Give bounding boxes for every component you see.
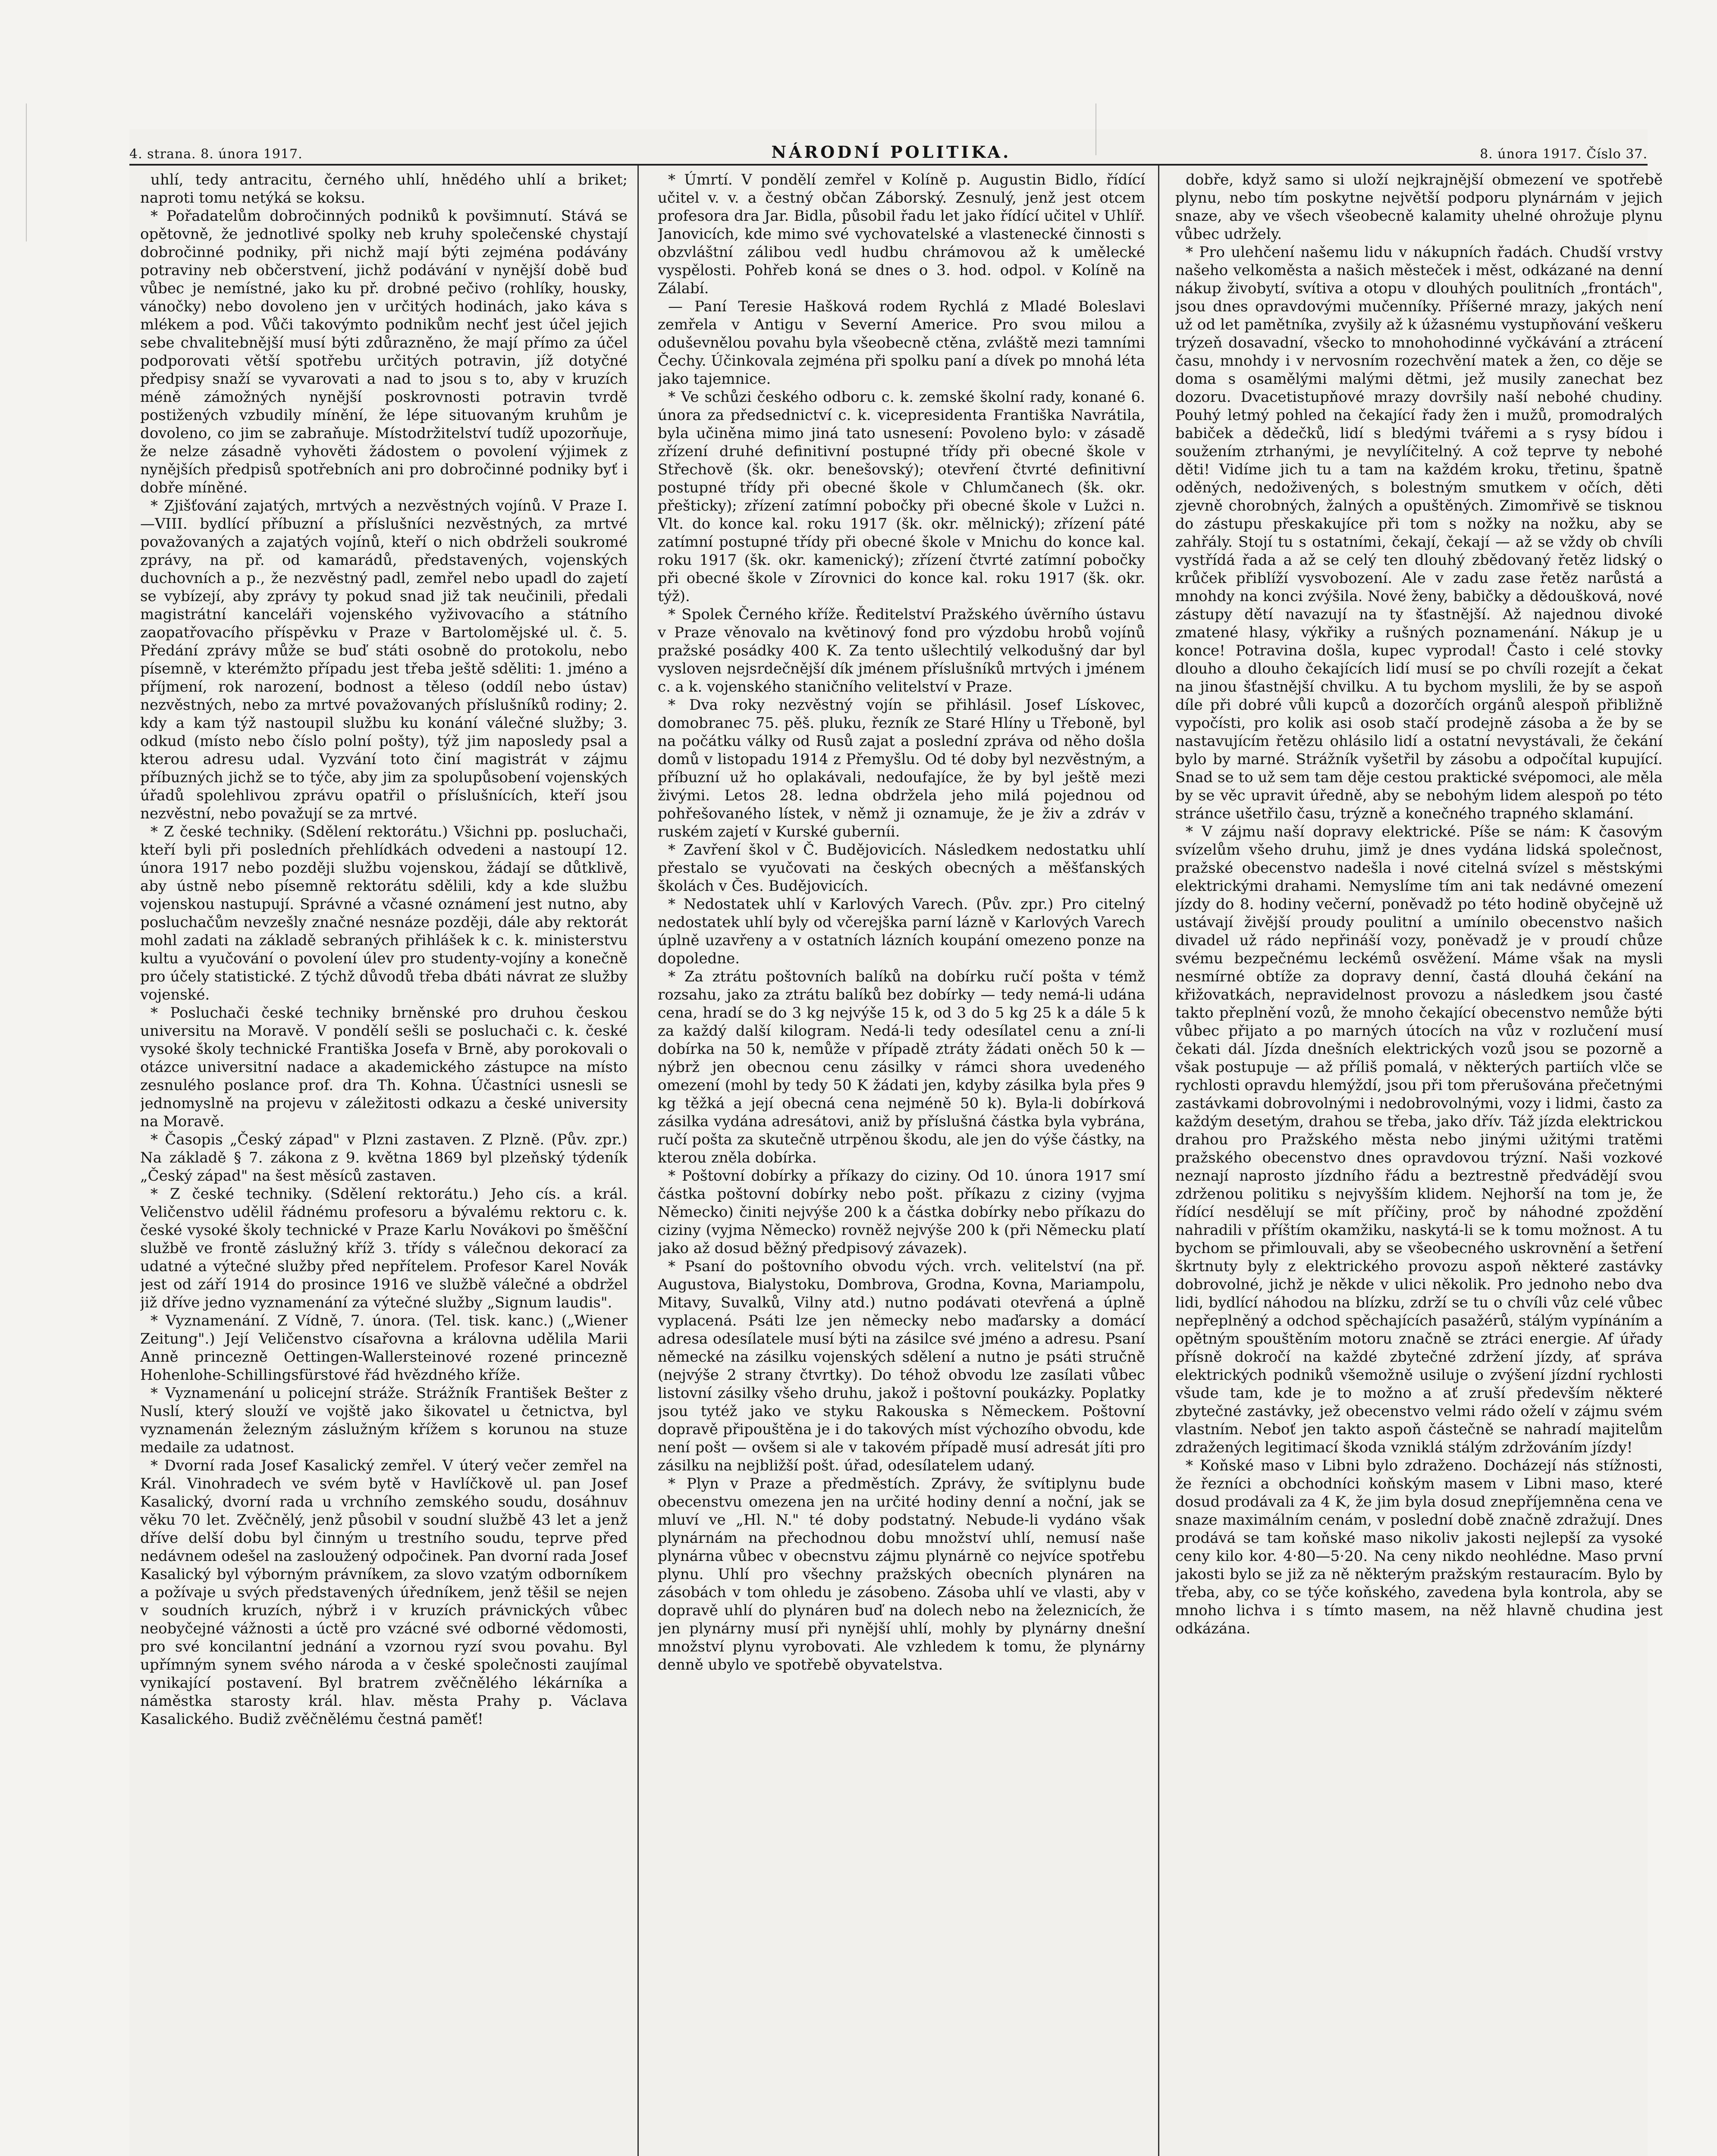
article-paragraph: * Pořadatelům dobročinných podniků k povšimnutí. Stává se opětovně, že jednotlivé spolky neb kruhy společenské chystají dobročinné podniky, při nichž mají býti zejména podávány potraviny neb občerstvení, jichž podávání v nynější době buď vůbec je nemístné, jako ku př. drobné pečivo (rohlíky, housky, vánočky) nebo dovoleno jen v určitých hodinách, jako káva s mlékem a pod. Vůči takovýmto podnikům nechť jest účel jejich sebe chvalitebnější musí býti zdůrazněno, že mají přímo za účel podporovati větší spotřebu určitých potravin, jíž dotyčné předpisy snaží se vyvarovati a nad to jsou s to, aby v kruzích méně zámožných nynější poskrovnosti potravin tvrdě postižených vzbudily mínění, že lépe situovaným kruhům je dovoleno, co jim se zabraňuje. Místodržitelství tudíž upozorňuje, že nelze zásadně vyhověti žádostem o povolení výjimek z nynějších předpisů spotřebních ani pro dobročinné podniky byť i dobře míněné. (140, 207, 628, 496)
article-paragraph: * Dva roky nezvěstný vojín se přihlásil. Josef Lískovec, domobranec 75. pěš. pluku, řezník ze Staré Hlíny u Třeboně, byl na počátku války od Rusů zajat a poslední zpráva od něho došla domů v listopadu 1914 z Přemyšlu. Od té doby byl nezvěstným, a příbuzní už ho oplakávali, nedoufajíce, že by byl ještě mezi živými. Letos 28. ledna obdržela jeho milá pojednou od pohřešovaného lístek, v němž ji oznamuje, že je živ a zdráv v ruském zajetí v Kurské guberníi. (658, 696, 1145, 840)
article-paragraph: * Z české techniky. (Sdělení rektorátu.) Jeho cís. a král. Veličenstvo udělil řádnému profesoru a bývalému rektoru c. k. české vysoké školy technické v Praze Karlu Novákovi po šměšční službě ve frontě záslužný kříž 3. třídy s válečnou dekorací za udatné a výtečné služby před nepřítelem. Profesor Karel Novák jest od září 1914 do prosince 1916 ve službě válečné a obdržel již dříve jedno vyznamenání za výtečné služby „Signum laudis". (140, 1185, 628, 1311)
article-paragraph: * Zavření škol v Č. Budějovicích. Následkem nedostatku uhlí přestalo se vyučovati na českých obecných a měšťanských školách v Čes. Budějovicích. (658, 841, 1145, 895)
header-left: 4. strana. 8. února 1917. (129, 147, 303, 162)
scan-edge-mark (26, 103, 27, 241)
masthead-title: NÁRODNÍ POLITIKA. (771, 142, 1011, 162)
article-paragraph: — Paní Teresie Hašková rodem Rychlá z Mladé Boleslavi zemřela v Antigu v Severní Americe. Pro svou milou a oduševnělou povahu byla všeobecně ctěna, zvláště mezi tamními Čechy. Účinkovala zejména při spolku paní a dívek po mnohá léta jako tajemnice. (658, 298, 1145, 388)
article-paragraph: * Vyznamenání u policejní stráže. Strážník František Bešter z Nuslí, který slouží ve vojště jako šikovatel u četnictva, byl vyznamenán železným záslužným křížem s korunou na stuze medaile za udatnost. (140, 1385, 628, 1456)
article-paragraph: dobře, když samo si uloží nejkrajnější obmezení ve spotřebě plynu, nebo tím poskytne největší podporu plynárnám v jejich snaze, aby ve všech všeobecně kalamity uhelné ohrožuje plynu vůbec udržely. (1175, 171, 1663, 243)
text-column-2 (658, 171, 1145, 2156)
article-paragraph: * Spolek Černého kříže. Ředitelství Pražského úvěrního ústavu v Praze věnovalo na květinový fond pro výzdobu hrobů vojínů pražské posádky 400 K. Za tento ušlechtilý velkodušný dar byl vysloven nejsrdečnější dík jménem příslušníků mrtvých i jménem c. a k. vojenského staničního velitelství v Praze. (658, 606, 1145, 696)
header-rule (129, 164, 1648, 166)
article-paragraph: * Ve schůzi českého odboru c. k. zemské školní rady, konané 6. února za předsednictví c. k. vicepresidenta Františka Navrátila, byla učiněna mimo jiná tato usnesení: Povoleno bylo: v zásadě zřízení druhé definitivní postupné třídy při obecné škole v Střechově (šk. okr. benešovský); otevření čtvrté definitivní postupné třídy při obecné škole v Chlumčanech (šk. okr. přešticky); zřízení zatímní pobočky při obecné škole v Lužci n. Vlt. do konce kal. roku 1917 (šk. okr. mělnický); zřízení páté zatímní postupné třídy při obecné škole v Mnichu do konce kal. roku 1917 (šk. okr. kamenický); zřízení čtvrté zatímní pobočky při obecné škole v Zírovnici do konce kal. roku 1917 (šk. okr. týž). (658, 389, 1145, 605)
article-paragraph: * Dvorní rada Josef Kasalický zemřel. V úterý večer zemřel na Král. Vinohradech ve svém bytě v Havlíčkově ul. pan Josef Kasalický, dvorní rada u vrchního zemského soudu, dosáhnuv věku 70 let. Zvěčnělý, jenž působil v soudní službě 43 let a jenž dříve delší dobu byl činným u trestního soudu, teprve před nedávnem odešel na zasloužený odpočinek. Pan dvorní rada Josef Kasalický byl výborným právníkem, za slovo vzatým odborníkem a požívaje u svých představených úředníkem, jenž těšil se nejen v soudních kruzích, nýbrž i v kruzích právnických vůbec neobyčejné vážnosti a úctě pro vzácné své odborné vědomosti, pro své koncilantní jednání a vzornou ryzí svou povahu. Byl upřímným synem svého národa a v české společnosti zaujímal vynikající postavení. Byl bratrem zvěčnělého lékárníka a náměstka starosty král. hlav. města Prahy p. Václava Kasalického. Budiž zvěčnělému čestná paměť! (140, 1457, 628, 1728)
article-paragraph: * Poštovní dobírky a příkazy do ciziny. Od 10. února 1917 smí částka poštovní dobírky nebo pošt. příkazu z ciziny (vyjma Německo) činiti nejvýše 200 k a částka dobírky nebo příkazu do ciziny (vyjma Německo) rovněž nejvýše 200 k (při Německu platí jako až dosud běžný předpisový závazek). (658, 1167, 1145, 1257)
article-paragraph: * V zájmu naší dopravy elektrické. Píše se nám: K časovým svízelům všeho druhu, jimž je dnes vydána lidská společnost, pražské obecenstvo nadešla i nové citelná svízel s městskými elektrickými drahami. Nemyslíme tím ani tak nedávné omezení jízdy do 8. hodiny večerní, poněvadž po této hodině obyčejně už ustávají živější proudy poulitní a umínilo obecenstvo našich divadel už rádo nepřináší vozy, poněvadž je v proudí chůze svému bezpečnému leckémů osvěžení. Máme však na mysli nesmírné obtíže za dopravy denní, častá dlouhá čekání na křižovatkách, nepravidelnost provozu a následkem jsou časté takto přeplnění vozů, že mnoho čekající obecenstvo nemůže býti vůbec přijato a po marných útocích na vůz v rozlučení musí čekati dál. Jízda dnešních elektrických vozů jsou se pozorně a však postupuje — až příliš pomalá, v některých partiích vlče se rychlosti opravdu hlemýždí, jsou při tom přerušována přečetnými zastávkami dobrovolnými i nedobrovolnými, vozy i lidmi, často za každým desetým, drahou se třeba, jako dřív. Táž jízda elektrickou drahou pro Pražského města nebo jinými užitými tratěmi pražského obecenstvo dnes opravdovou trýzní. Naši vozkové neznají naprosto jízdního řádu a beztrestně předvádějí svou zdrženou politiku s nejvyšším klidem. Nejhorší na tom je, že řídící nesdělují se mít příčiny, proč by náhodné zpoždění nahradili v příštím okamžiku, naskytá-li se k tomu možnost. A tu bychom se přimlouvali, aby se všeobecného uskrovnění a šetření škrtnuty byly z elektrického provozu aspoň některé zastávky dobrovolné, jichž je někde v ulici několik. Pro jednoho nebo dva lidi, bydlící náhodou na blízku, zdrží se tu o chvíli vůz celé vůbec nepřeplněný a odchod spěchajících pasažérů, stálým vypínáním a opětným spouštěním motoru značně se ztráci energie. Af úřady přísně dokročí na každé zbytečné zdržení jízdy, ať správa elektrických podniků všemožně usiluje o zvýšení jízdní rychlosti všude tam, kde je to možno a ať zruší především některé zbytečné zastávky, jež obecenstvo velmi rádo oželí v zájmu svém vlastním. Neboť jen takto aspoň částečně se nahradí majitelům zdražených legitimací škoda vzniklá stálým zdržováním jízdy! (1175, 823, 1663, 1456)
text-column-3 (1175, 171, 1663, 2156)
article-paragraph: * Nedostatek uhlí v Karlových Varech. (Pův. zpr.) Pro citelný nedostatek uhlí byly od včerejška parní lázně v Karlových Varech úplně uzavřeny a v ostatních lázních koupání omezeno ponze na dopoledne. (658, 896, 1145, 967)
column-divider-2 (1158, 166, 1159, 2156)
article-paragraph: * Zjišťování zajatých, mrtvých a nezvěstných vojínů. V Praze I.—VIII. bydlící příbuzní a příslušníci nezvěstných, za mrtvé považovaných a zajatých vojínů, kteří o nich obdrželi soukromé zprávy, na př. od kamarádů, představených, vojenských duchovních a p., že nezvěstný padl, zemřel nebo upadl do zajetí se vybízejí, aby zprávy ty pokud snad již tak neučinili, předali magistrátní kanceláři vojenského vyživovacího a státního zaopatřovacího příspěvku v Praze v Bartolomějské ul. č. 5. Předání zprávy může se buď státi osobně do protokolu, nebo písemně, v kterémžto případu jest třeba ještě sděliti: 1. jméno a příjmení, rok narození, bodnost a těleso (oddíl nebo ústav) nezvěstných, nebo za mrtvé považovaných příslušníků rodiny; 2. kdy a kam týž nastoupil službu ku konání válečné služby; 3. odkud (místo nebo číslo polní pošty), týž jim naposledy psal a kterou adresu udal. Vyzvání toto činí magistrát v zájmu příbuzných jichž se to týče, aby jim za spolupůsobení vojenských úřadů spolehlivou zprávu opatřil o příslušnících, kteří jsou nezvěstní, nebo považují se za mrtvé. (140, 497, 628, 822)
article-paragraph: * Psaní do poštovního obvodu vých. vrch. velitelství (na př. Augustova, Bialystoku, Dombrova, Grodna, Kovna, Mariampolu, Mitavy, Suvalků, Vilny atd.) nutno podávati otevřená a úplně vyplacená. Psáti lze jen německy nebo maďarsky a domácí adresa odesílatele musí býti na zásilce své jméno a adresu. Psaní německé na zásilku vojenských sdělení a nutno je psáti stručně (nejvýše 2 strany čtvrtky). Do téhož obvodu lze zasílati vůbec listovní zásilky všeho druhu, jakož i poštovní poukázky. Poplatky jsou tytéž jako ve styku Rakouska s Německem. Poštovní dopravě připouštěna je i do takových míst výchozího obvodu, kde není pošt — ovšem si ale v takovém případě musí adresát jíti pro zásilku na nejbližší pošt. úřad, odesílatelem udaný. (658, 1258, 1145, 1474)
article-paragraph: * Za ztrátu poštovních balíků na dobírku ručí pošta v témž rozsahu, jako za ztrátu balíků bez dobírky — tedy nemá-li udána cena, hradí se do 3 kg nejvýše 15 k, od 3 do 5 kg 25 k a dále 5 k za každý další kilogram. Nedá-li tedy odesílatel cenu a zní-li dobírka na 50 k, nemůže v případě ztráty žádati oněch 50 k — nýbrž jen obecnou cenu zásilky v rámci shora uvedeného omezení (mohl by tedy 50 K žádati jen, kdyby zásilka byla přes 9 kg těžká a její obecná cena nejméně 50 k). Byla-li dobírková zásilka vydána adresátovi, aniž by příslušná částka byla vybrána, ručí pošta za skutečně utrpěnou škodu, ale jen do výše částky, na kterou zněla dobírka. (658, 968, 1145, 1166)
header-right: 8. února 1917. Číslo 37. (1480, 147, 1648, 162)
text-column-1 (140, 171, 628, 2156)
column-divider-1 (637, 166, 639, 2156)
article-paragraph: * Posluchači české techniky brněnské pro druhou českou universitu na Moravě. V pondělí sešli se posluchači c. k. české vysoké školy technické Františka Josefa v Brně, aby porokovali o otázce universitní nadace a akademického zástupce na místo zesnulého poslance prof. dra Th. Kohna. Účastníci usnesli se jednomyslně na projevu v záležitosti odkazu a české university na Moravě. (140, 1004, 628, 1130)
article-paragraph: * Úmrtí. V pondělí zemřel v Kolíně p. Augustin Bidlo, řídící učitel v. v. a čestný občan Záborský. Zesnulý, jenž jest otcem profesora dra Jar. Bidla, působil řadu let jako řídící učitel v Uhlíř. Janovicích, kde mimo své vychovatelské a vlastenecké činnosti s obzvláštní zálibou vedl hudbu chrámovou až k umělecké vyspělosti. Pohřeb koná se dnes o 3. hod. odpol. v Kolíně na Zálabí. (658, 171, 1145, 297)
article-paragraph: * Časopis „Český západ" v Plzni zastaven. Z Plzně. (Pův. zpr.) Na základě § 7. zákona z 9. května 1869 byl plzeňský týdeník „Český západ" na šest měsíců zastaven. (140, 1131, 628, 1185)
article-paragraph: * Plyn v Praze a předměstích. Zprávy, že svítiplynu bude obecenstvu omezena jen na určité hodiny denní a noční, jak se mluví ve „Hl. N." té doby podstatný. Nebude-li vydáno však plynárnám na přechodnou dobu množství uhlí, nemusí naše plynárna vůbec v obecnstvu zájmu plynárně co nejvíce spotřebu plynu. Uhlí pro všechny pražských obecních plynáren na zásobách v tom ohledu je zásobeno. Zásoba uhlí ve vlasti, aby v dopravě uhlí do plynáren buď na dolech nebo na železnicích, že jen plynárny musí při nynější uhlí, mohly by plynárny dnešní množství plynu vyrobovati. Ale vzhledem k tomu, že plynárny denně ubylo ve spotřebě obyvatelstva. (658, 1475, 1145, 1673)
page-header (129, 132, 1648, 162)
article-paragraph: uhlí, tedy antracitu, černého uhlí, hnědého uhlí a briket; naproti tomu netýká se koksu. (140, 171, 628, 207)
article-paragraph: * Vyznamenání. Z Vídně, 7. února. (Tel. tisk. kanc.) („Wiener Zeitung".) Její Veličenstvo císařovna a královna udělila Marii Anně princezně Oettingen-Wallersteinové rozené princezně Hohenlohe-Schillingsfürstové řád hvězdného kříže. (140, 1312, 628, 1384)
article-paragraph: * Koňské maso v Libni bylo zdraženo. Docházejí nás stížnosti, že řezníci a obchodníci koňským masem v Libni maso, které dosud prodávali za 4 K, že jim byla dosud znepříjemněna cena ve snaze maximálním cenám, v poslední době značně zdražují. Dnes prodává se tam koňské maso nikoliv jakosti nejlepší za vysoké ceny kilo kor. 4·80—5·20. Na ceny nikdo neohlédne. Maso první jakosti bylo se již za ně některým pražským restauracím. Bylo by třeba, aby, co se týče koňského, zavedena byla kontrola, aby se mnoho lichva i s tímto masem, na něž hlavně chudina jest odkázána. (1175, 1457, 1663, 1637)
article-paragraph: * Pro ulehčení našemu lidu v nákupních řadách. Chudší vrstvy našeho velkoměsta a našich městeček i měst, odkázané na denní nákup živobytí, svítiva a otopu v dlouhých poulitních „frontách", jsou dnes opravdovými mučenníky. Příšerné mrazy, jakých není už od let pamětníka, zvyšily až k úžasnému vystupňování veškeru trýzeň dosavadní, všecko to mnohohodinné vyčkávání a ztrácení času, mnohdy i v nervosním rozechvění matek a žen, co děje se doma s osamělými malými dětmi, jež musily zanechat bez dozoru. Dvacetistupňové mrazy dovršily naší nebohé chudiny. Pouhý letmý pohled na čekající řady žen i mužů, promodralých babiček a dědečků, lidí s bledými tvářemi a s rysy bídou i soužením ztrhanými, je nevylíčitelný. A což teprve ty nebohé děti! Vidíme jich tu a tam na každém kroku, třetinu, špatně oděných, nedoživených, s bolestným smutkem v očích, děti zjevně chorobných, žalných a opuštěných. Zimomřivě se tisknou do zástupu přeskakujíce při tom s nožky na nožku, aby se zahřály. Stojí tu s ostatními, čekají, čekají — až se vždy ob chvíli vystřídá řada a až se celý ten dlouhý zbědovaný řetěz lidský o krůček přiblíží vysvobození. Ale v zadu zase řetěz narůstá a mnohdy na konci zvýšila. Nové ženy, babičky a dědoušková, nové zástupy dětí navazují na ty šťastnější. Až najednou divoké zmatené hlasy, výkřiky a rušných poznamenání. Nákup je u konce! Potravina došla, kupec vyprodal! Často i celé stovky dlouho a dlouho čekajících lidí musí se po chvíli rozejít a čekat na jinou šťastnější chvilku. A tu bychom myslili, že by se aspoň díle při dobré vůli kupců a dozorčích orgánů alespoň přibližně vypočísti, pro kolik asi osob stačí prodejně zásoba a že by se nastavujícím řetězu ohlásilo lidí a ostatní nevystávali, že čekání bylo by marné. Strážník vyšetřil by zásobu a odpočítal kupující. Snad se to už sem tam děje cestou praktické svépomoci, ale měla by se věc upravit úředně, aby se nebohým lidem alespoň po této stránce ušetřilo času, trýzně a konečného trapného sklamání. (1175, 244, 1663, 822)
scan-edge-mark (1095, 103, 1096, 155)
article-paragraph: * Z české techniky. (Sdělení rektorátu.) Všichni pp. posluchači, kteří byli při posledních přehlídkách odvedeni a nastoupí 12. února 1917 nebo později službu vojenskou, žádají se důtklivě, aby ústně nebo písemně rektorátu sdělili, kdy a kde službu vojenskou nastupují. Správné a včasné oznámení jest nutno, aby posluchačům nevzešly značné nesnáze později, dále aby rektorát mohl zadati na základě sebraných přihlášek k c. k. ministerstvu kultu a vyučování o povolení úlev pro studenty-vojíny a konečně pro účely statistické. Z týchž důvodů třeba dbáti návrat ze služby vojenské. (140, 823, 628, 1003)
